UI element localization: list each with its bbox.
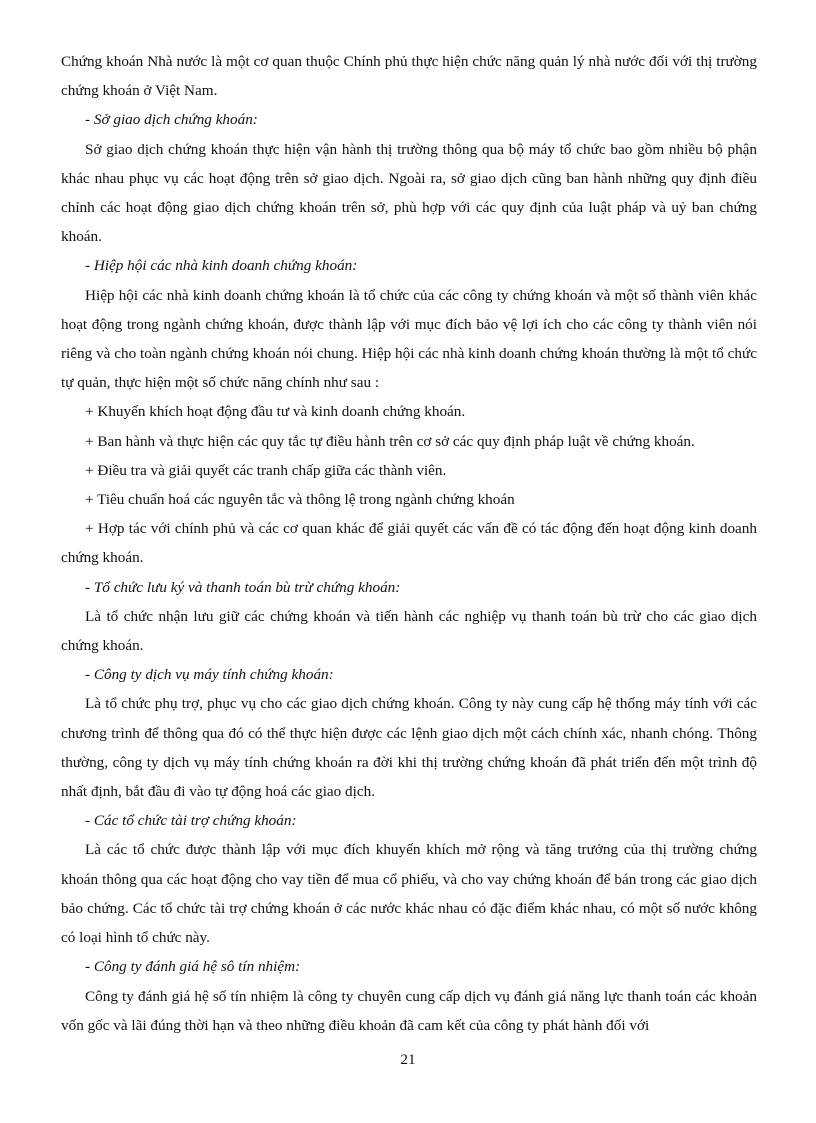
paragraph: Là tổ chức phụ trợ, phục vụ cho các giao dịch chứng khoán. Công ty này cung cấp hệ thống máy tính với các chương trình để thông qua đó có thể thực hiện được các lệnh giao dịch một cách chính xác, nhanh chóng. Thông thường, công ty dịch vụ máy tính chứng khoán ra đời khi thị trường chứng khoán đã phát triển đến một trình độ nhất định, bắt đầu đi vào tự động hoá các giao dịch. xyxy=(61,695,757,801)
section-heading: - Tổ chức lưu ký và thanh toán bù trừ chứng khoán: xyxy=(85,578,401,596)
paragraph: Chứng khoán Nhà nước là một cơ quan thuộc Chính phủ thực hiện chức năng quản lý nhà nước đối với thị trường chứng khoán ở Việt Nam. xyxy=(61,53,757,100)
paragraph: Công ty đánh giá hệ số tín nhiệm là công ty chuyên cung cấp dịch vụ đánh giá năng lực thanh toán các khoản vốn gốc và lãi đúng thời hạn và theo những điều khoản đã cam kết của công ty phát hành đối với xyxy=(61,987,757,1034)
list-item: + Hợp tác với chính phủ và các cơ quan khác để giải quyết các vấn đề có tác động đến hoạt động kinh doanh chứng khoán. xyxy=(61,520,757,567)
section-heading: - Hiệp hội các nhà kinh doanh chứng khoán: xyxy=(85,257,358,275)
list-item: + Khuyến khích hoạt động đầu tư và kinh doanh chứng khoán. xyxy=(85,403,466,421)
section-heading: - Các tổ chức tài trợ chứng khoán: xyxy=(85,812,297,830)
paragraph: Hiệp hội các nhà kinh doanh chứng khoán là tổ chức của các công ty chứng khoán và một số thành viên khác hoạt động trong ngành chứng khoán, được thành lập với mục đích bảo vệ lợi ích cho các công ty thành viên nói riêng và cho toàn ngành chứng khoán nói chung. Hiệp hội các nhà kinh doanh chứng khoán thường là một tổ chức tự quản, thực hiện một số chức năng chính như sau : xyxy=(61,286,757,392)
section-heading: - Công ty đánh giá hệ sô tín nhiệm: xyxy=(85,958,301,976)
section-heading: - Công ty dịch vụ máy tính chứng khoán: xyxy=(85,666,334,684)
document-body xyxy=(61,47,757,1040)
section-heading: - Sở giao dịch chứng khoán: xyxy=(85,111,258,129)
list-item: + Điều tra và giải quyết các tranh chấp giữa các thành viên. xyxy=(85,461,447,479)
paragraph: Là tổ chức nhận lưu giữ các chứng khoán và tiến hành các nghiệp vụ thanh toán bù trừ cho các giao dịch chứng khoán. xyxy=(61,607,757,655)
list-item: + Ban hành và thực hiện các quy tắc tự điều hành trên cơ sở các quy định pháp luật về chứng khoán. xyxy=(85,432,695,450)
list-item: + Tiêu chuẩn hoá các nguyên tắc và thông lệ trong ngành chứng khoán xyxy=(85,491,515,509)
paragraph: Sở giao dịch chứng khoán thực hiện vận hành thị trường thông qua bộ máy tổ chức bao gồm nhiều bộ phận khác nhau phục vụ các hoạt động trên sở giao dịch. Ngoài ra, sở giao dịch cũng ban hành những quy định điều chỉnh các hoạt động giao dịch chứng khoán trên sở, phù hợp với các quy định của luật pháp và uỷ ban chứng khoán. xyxy=(61,140,757,246)
paragraph: Là các tổ chức được thành lập với mục đích khuyến khích mở rộng và tăng trưởng của thị trường chứng khoán thông qua các hoạt động cho vay tiền để mua cổ phiếu, và cho vay chứng khoán để bán trong các giao dịch bảo chứng. Các tổ chức tài trợ chứng khoán ở các nước khác nhau có đặc điểm khác nhau, có một số nước không có loại hình tổ chức này. xyxy=(61,841,757,947)
page-number: 21 xyxy=(400,1051,416,1068)
